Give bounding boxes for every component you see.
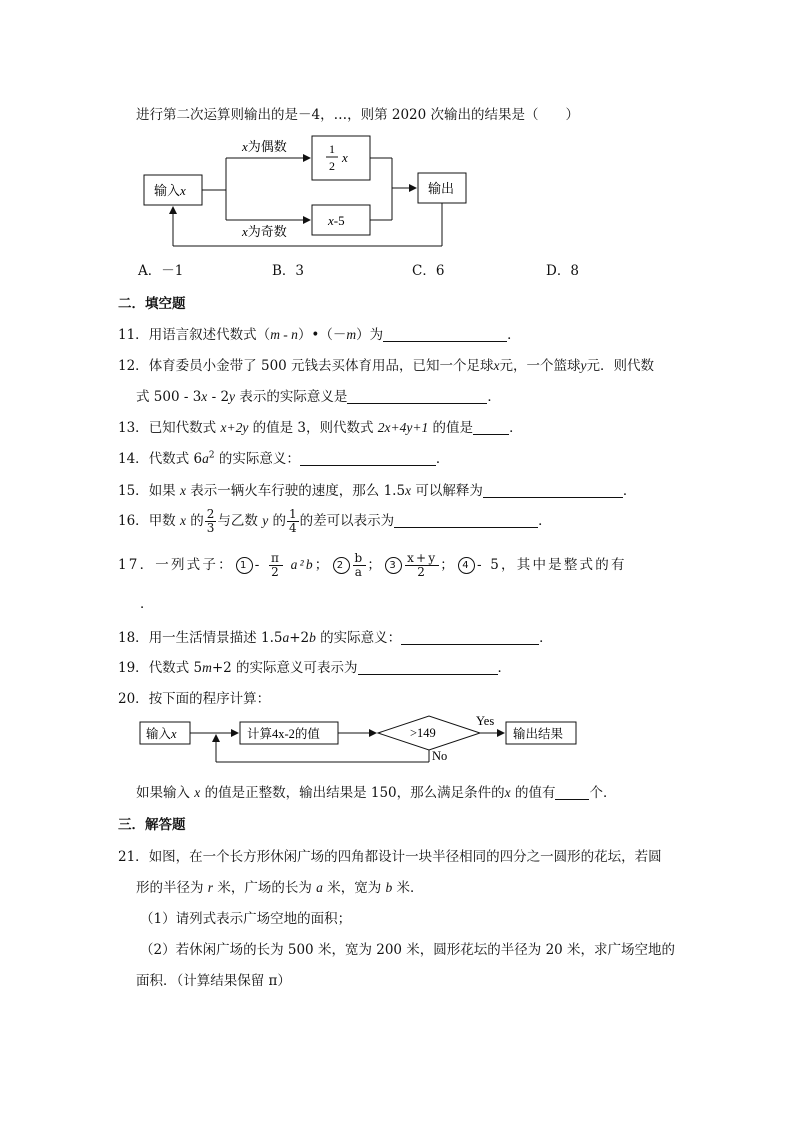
q20-flowchart — [136, 712, 586, 772]
fc-even-label: x为偶数 — [242, 139, 287, 154]
q17-expr3-frac: $\frac{x+y}{2}$ — [407, 551, 438, 579]
q21-line2: 形的半径为 r 米，广场的长为 a 米，宽为 b 米． — [136, 880, 424, 896]
q17-end: ． — [140, 596, 154, 612]
section-fill-blank-title: 二．填空题 — [118, 296, 186, 312]
q16-fraction-1: $\frac{2}{3}$ — [206, 507, 215, 535]
q21-line1: 21．如图，在一个长方形休闲广场的四角都设计一块半径相同的四分之一圆形的花坛，若圆 — [118, 849, 662, 865]
q20: 20．按下面的程序计算： — [118, 691, 271, 707]
q18: 18．用一生活情景描述 1.5a+2b 的实际意义： ． — [118, 630, 553, 646]
q17: 17．一列式子： 1 - $\frac{\pi}{2}$ a²b； 2 $\frac{b}{a}$ ； 3 $\frac{x+y}{2}$ ； 4 - 5，其中是整式的有 — [118, 551, 627, 579]
option-d[interactable]: D．8 — [546, 263, 579, 279]
circle-num-1: 1 — [236, 557, 253, 574]
q11: 11．用语言叙述代数式（m - n）•（－m）为 ． — [118, 327, 521, 343]
q15: 15．如果 x 表示一辆火车行驶的速度，那么 1.5x 可以解释为 ． — [118, 483, 637, 499]
q19-blank[interactable] — [358, 660, 498, 675]
q20-blank[interactable] — [555, 785, 589, 800]
q13: 13．已知代数式 x+2y 的值是 3，则代数式 2x+4y+1 的值是 ． — [118, 420, 523, 436]
circle-num-4: 4 — [458, 557, 475, 574]
fc-output-label: 输出 — [428, 181, 455, 196]
q17-expr1-frac: $\frac{\pi}{2}$ — [271, 551, 282, 579]
q17-expr2-frac: $\frac{b}{a}$ — [354, 551, 365, 579]
q16-fraction-2: $\frac{1}{4}$ — [289, 507, 297, 535]
q16: 16．甲数 x 的 $\frac{2}{3}$ 与乙数 y 的 $\frac{1}{4}$ 的差可以表示为 ． — [118, 507, 552, 535]
q19: 19．代数式 5m+2 的实际意义可表示为 ． — [118, 660, 512, 676]
fc-odd-label: x为奇数 — [242, 224, 287, 239]
q15-blank[interactable] — [483, 483, 623, 498]
fc2-compute: 计算4x-2的值 — [247, 727, 320, 741]
q21-sub2-cont: 面积．（计算结果保留 π） — [136, 973, 291, 989]
option-a[interactable]: A．－1 — [138, 263, 184, 279]
q21-sub2: （2）若休闲广场的长为 500 米，宽为 200 米，圆形花坛的半径为 20 米，求广场空地的 — [140, 942, 676, 958]
option-c[interactable]: C．6 — [412, 263, 445, 279]
fc2-input: 输入x — [146, 727, 177, 741]
fc2-output: 输出结果 — [513, 727, 564, 741]
circle-num-2: 2 — [333, 557, 350, 574]
fc-half-var: x — [342, 150, 348, 165]
fc2-yes: Yes — [476, 714, 495, 728]
q13-blank[interactable] — [473, 420, 509, 435]
option-b[interactable]: B．3 — [272, 263, 305, 279]
circle-num-3: 3 — [385, 557, 402, 574]
q16-blank[interactable] — [394, 513, 538, 528]
section-answer-title: 三．解答题 — [118, 817, 186, 833]
fc-half-den: 2 — [329, 159, 335, 173]
q14-blank[interactable] — [300, 451, 436, 466]
q12-blank[interactable] — [347, 389, 487, 404]
fc-input-label: 输入x — [154, 183, 186, 198]
q10-flowchart — [136, 133, 476, 253]
q10-intro: 进行第二次运算则输出的是－4，…，则第 2020 次输出的结果是（ ） — [136, 107, 580, 123]
q21-sub1: （1）请列式表示广场空地的面积； — [140, 911, 352, 927]
q20-condition-text: 如果输入 x 的值是正整数，输出结果是 150，那么满足条件的x 的值有 个． — [136, 785, 617, 801]
fc-minus-expr: x-5 — [328, 213, 345, 228]
q12-line1: 12．体育委员小金带了 500 元钱去买体育用品，已知一个足球x元，一个篮球y元．则代数 — [118, 358, 655, 374]
fc-half-num: 1 — [329, 142, 335, 156]
q12-line2: 式 500 - 3x - 2y 表示的实际意义是 ． — [136, 389, 501, 405]
q11-blank[interactable] — [383, 327, 507, 342]
q14: 14．代数式 $6a^2$ 的实际意义： ． — [118, 450, 450, 467]
fc2-no: No — [432, 749, 448, 763]
fc2-condition: >149 — [410, 726, 436, 740]
q18-blank[interactable] — [401, 630, 539, 645]
